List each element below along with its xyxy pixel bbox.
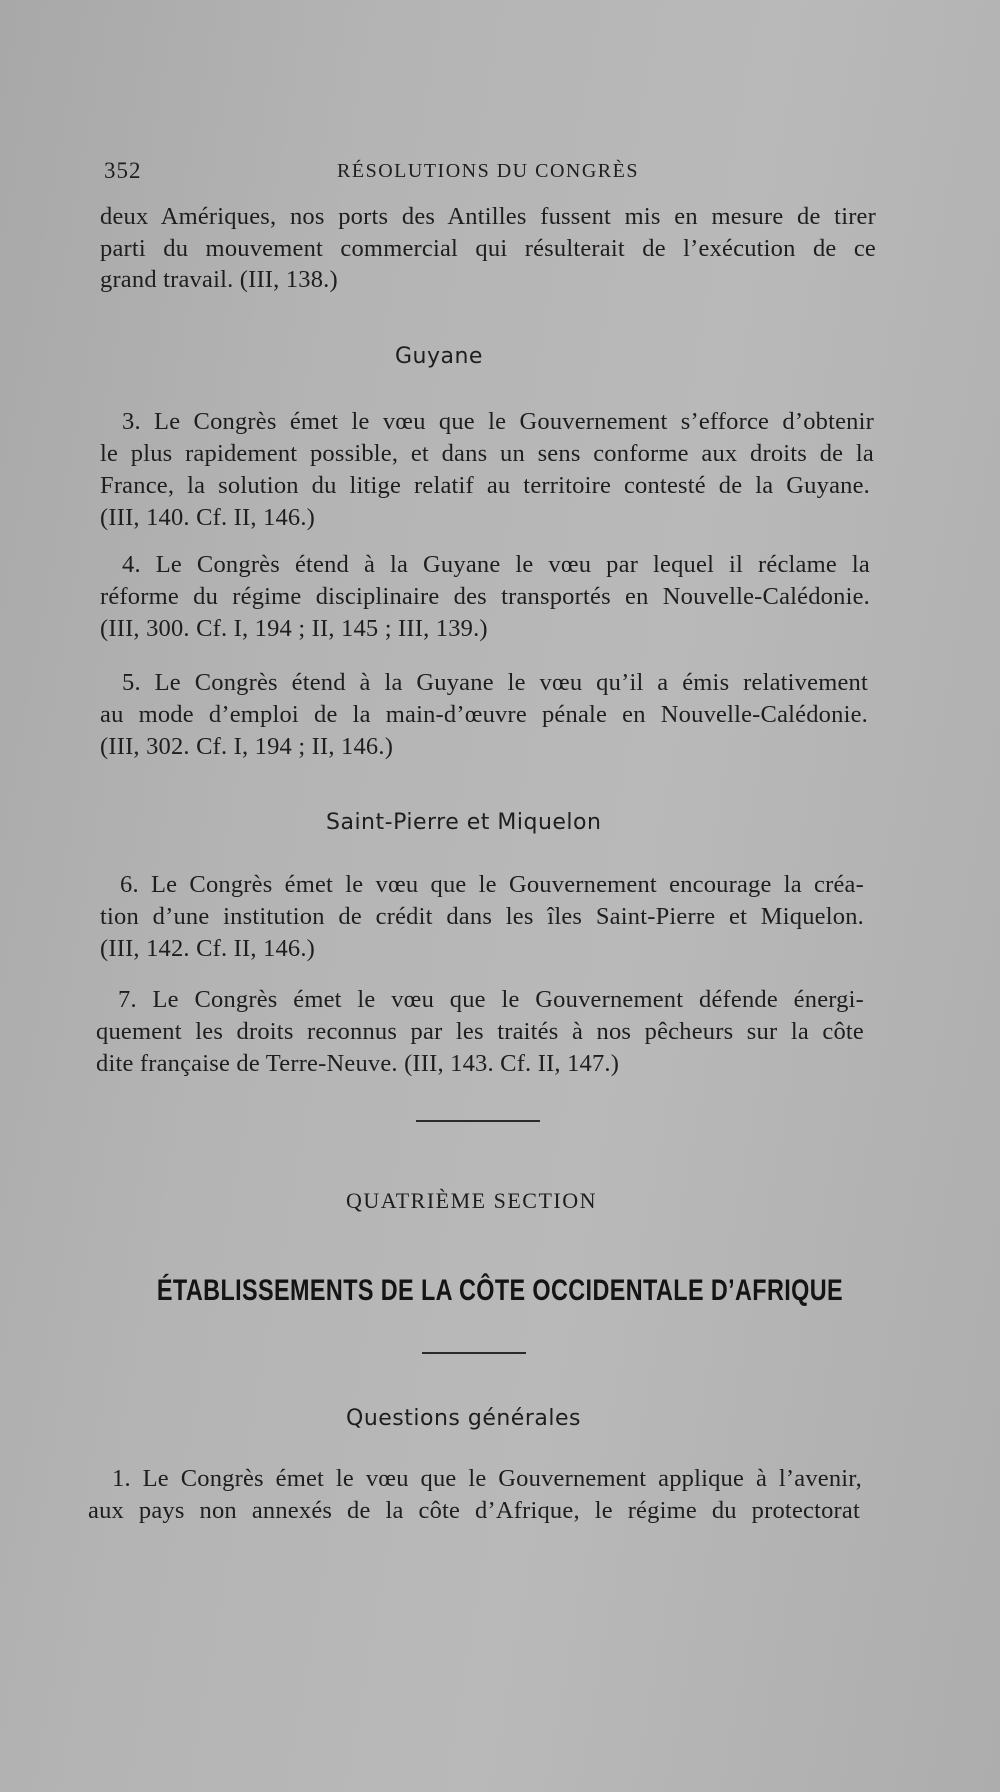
item6-line-3: (III, 142. Cf. II, 146.) (100, 935, 316, 962)
item3-line-4: (III, 140. Cf. II, 146.) (100, 504, 316, 531)
item7-line-2: quement les droits reconnus par les traités à nos pêcheurs sur la côte (96, 1018, 864, 1045)
heading-guyane: Guyane (395, 344, 483, 369)
item6-line-1: 6. Le Congrès émet le vœu que le Gouvernement encourage la créa- (120, 871, 864, 898)
section-divider (416, 1120, 540, 1122)
intro-line-3: grand travail. (III, 138.) (100, 266, 338, 293)
item3-line-1: 3. Le Congrès émet le vœu que le Gouvernement s’efforce d’obtenir (122, 408, 874, 435)
intro-line-2: parti du mouvement commercial qui résulterait de l’exécution de ce (100, 235, 876, 262)
page-number: 352 (104, 158, 142, 183)
item4-line-2: réforme du régime disciplinaire des transportés en Nouvelle-Calédonie. (100, 583, 870, 610)
item6-line-2: tion d’une institution de crédit dans les îles Saint-Pierre et Miquelon. (100, 903, 864, 930)
item5-line-3: (III, 302. Cf. I, 194 ; II, 146.) (100, 733, 394, 760)
item4-line-1: 4. Le Congrès étend à la Guyane le vœu par lequel il réclame la (122, 551, 870, 578)
section-title: ÉTABLISSEMENTS DE LA CÔTE OCCIDENTALE D’AFRIQUE (156, 1274, 844, 1307)
heading-questions-generales: Questions générales (346, 1406, 581, 1431)
running-head: RÉSOLUTIONS DU CONGRÈS (337, 160, 639, 182)
intro-line-1: deux Amériques, nos ports des Antilles fussent mis en mesure de tirer (100, 203, 876, 230)
title-divider (422, 1352, 526, 1354)
heading-saint-pierre-miquelon: Saint-Pierre et Miquelon (326, 810, 602, 835)
s4-item1-line-2: aux pays non annexés de la côte d’Afrique, le régime du protectorat (88, 1497, 860, 1524)
s4-item1-line-1: 1. Le Congrès émet le vœu que le Gouvernement applique à l’avenir, (112, 1465, 862, 1492)
item7-line-1: 7. Le Congrès émet le vœu que le Gouvernement défende énergi- (118, 986, 864, 1013)
item3-line-2: le plus rapidement possible, et dans un sens conforme aux droits de la (100, 440, 874, 467)
item4-line-3: (III, 300. Cf. I, 194 ; II, 145 ; III, 139.) (100, 615, 488, 642)
page-header (104, 158, 872, 188)
section-label: QUATRIÈME SECTION (346, 1188, 597, 1213)
item5-line-2: au mode d’emploi de la main-d’œuvre pénale en Nouvelle-Calédonie. (100, 701, 868, 728)
item5-line-1: 5. Le Congrès étend à la Guyane le vœu qu’il a émis relativement (122, 669, 868, 696)
item3-line-3: France, la solution du litige relatif au territoire contesté de la Guyane. (100, 472, 870, 499)
item7-line-3: dite française de Terre-Neuve. (III, 143. Cf. II, 147.) (96, 1050, 620, 1077)
